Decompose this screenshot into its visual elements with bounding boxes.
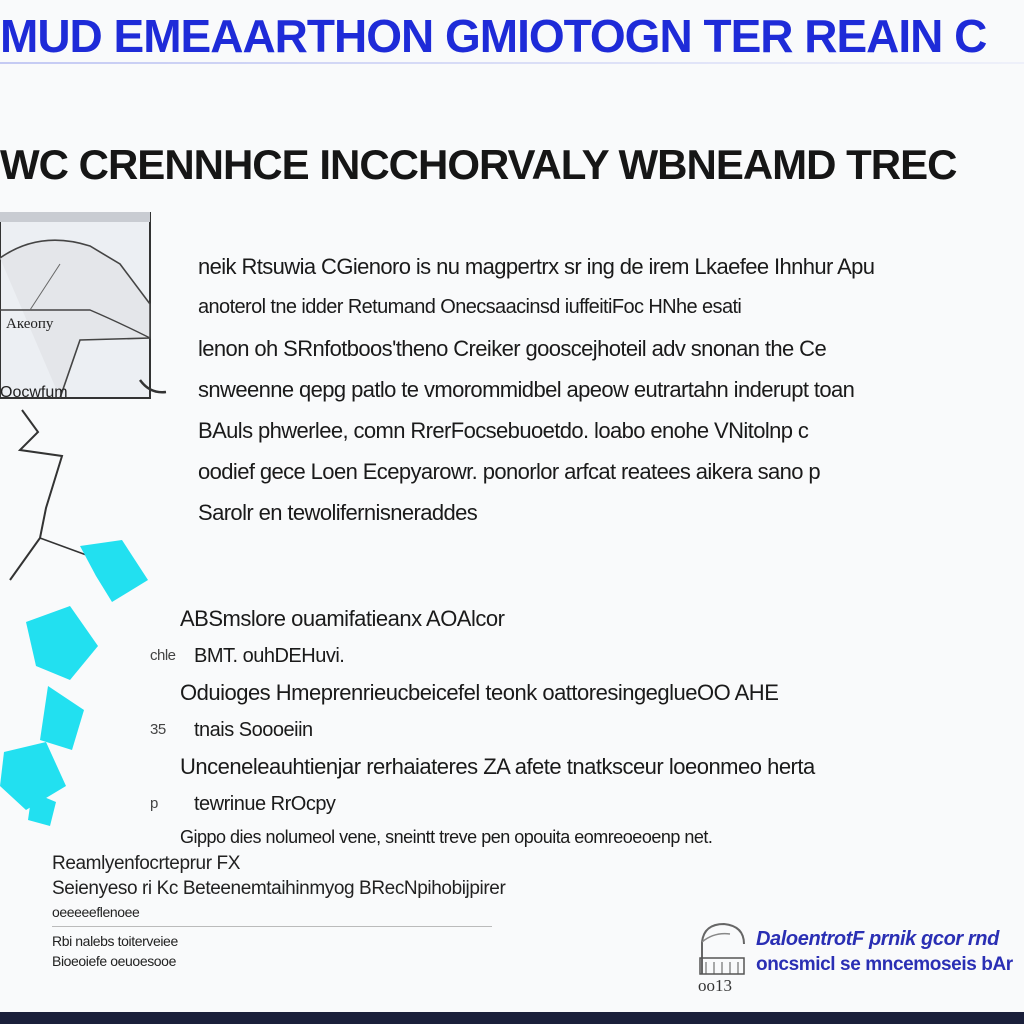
subitem-marker: 35: [150, 721, 166, 738]
footnote-small: Rbi nalebs toiterveiee: [52, 933, 178, 949]
paragraph-line: snweenne qepg patlo te vmorommidbel apeow eutrartahn inderupt toan: [198, 377, 855, 402]
bottom-bar: [0, 1012, 1024, 1024]
map-caption: Oocwfum: [0, 384, 68, 401]
intro-paragraph: [198, 246, 1024, 533]
footnote-small: Bioeoiefe oeuoesooe: [52, 953, 176, 969]
section-subitem: [150, 638, 1010, 674]
paragraph-line: neik Rtsuwia CGienoro is nu magpertrx sr ing de irem Lkaefee Ihnhur Apu: [198, 254, 875, 279]
bird-logo-icon: [694, 918, 750, 978]
section-list: [150, 600, 1010, 852]
paragraph-line: BAuls phwerlee, comn RrerFocsebuoetdo. loabo enohe VNitolnp c: [198, 418, 809, 443]
map-outline-graphic: [0, 212, 170, 400]
section-subitem: [150, 786, 1010, 822]
footnote-line: Seienyeso ri Kc Beteenemtaihinmyog BRecNpihobijpirer: [52, 878, 506, 899]
footnote-block: [52, 852, 712, 971]
section-heading: Oduioges Hmeprenrieucbeicefel teonk oattoresingeglueOO AHE: [180, 680, 779, 705]
subitem-text: tnais Soooeiin: [194, 719, 313, 741]
subitem-text: BMT. ouhDEHuvi.: [194, 645, 345, 667]
paragraph-line: anoterol tne idder Retumand Onecsaacinsd iuffeitiFoc HNhe esati: [198, 296, 742, 318]
subitem-text: tewrinue RrOcpy: [194, 793, 336, 815]
section-note: Gippo dies nolumeol vene, sneintt treve pen opouita eomreoeoenp net.: [180, 827, 713, 847]
logo-caption: oo13: [698, 976, 732, 995]
banner-divider: [0, 62, 1024, 64]
footnote-title: Reamlyenfocrteprur FX: [52, 853, 241, 874]
section-subitem: [150, 712, 1010, 748]
paragraph-line: oodief gece Loen Ecepyarowr. ponorlor arfcat reatees aikera sano p: [198, 459, 821, 484]
banner-title: MUD EMEAARTHON GMIOTOGN TER REAIN C: [0, 10, 987, 62]
footnote-divider: [52, 926, 492, 927]
credit-line: oncsmicl se mncemoseis bAr: [756, 954, 1013, 975]
section-heading: Unceneleauhtienjar rerhaiateres ZA afete tnatksceur loeonmeo herta: [180, 754, 815, 779]
paragraph-line: lenon oh SRnfotboos'theno Creiker gooscejhoteil adv snonan the Ce: [198, 336, 827, 361]
subitem-marker: chle: [150, 647, 176, 664]
paragraph-line: Sarolr en tewolifernisneraddes: [198, 500, 478, 525]
route-graphic: [0, 390, 170, 830]
section-heading: ABSmslore ouamifatieanx AOAlcor: [180, 606, 505, 631]
map-region-label: Aкеопу: [6, 316, 54, 332]
route-path: [0, 390, 170, 830]
footnote-small: oeeeeeflenoee: [52, 904, 140, 920]
subitem-marker: p: [150, 795, 158, 812]
headline: WC CRENNHCE INCCHORVALY WBNEAMD TREC: [0, 141, 957, 188]
map-thumbnail: [0, 212, 170, 400]
publisher-logo: [694, 918, 750, 998]
credit-line: DaloentrotF prnik gcor rnd: [756, 928, 999, 950]
credit-block: [756, 926, 1024, 978]
